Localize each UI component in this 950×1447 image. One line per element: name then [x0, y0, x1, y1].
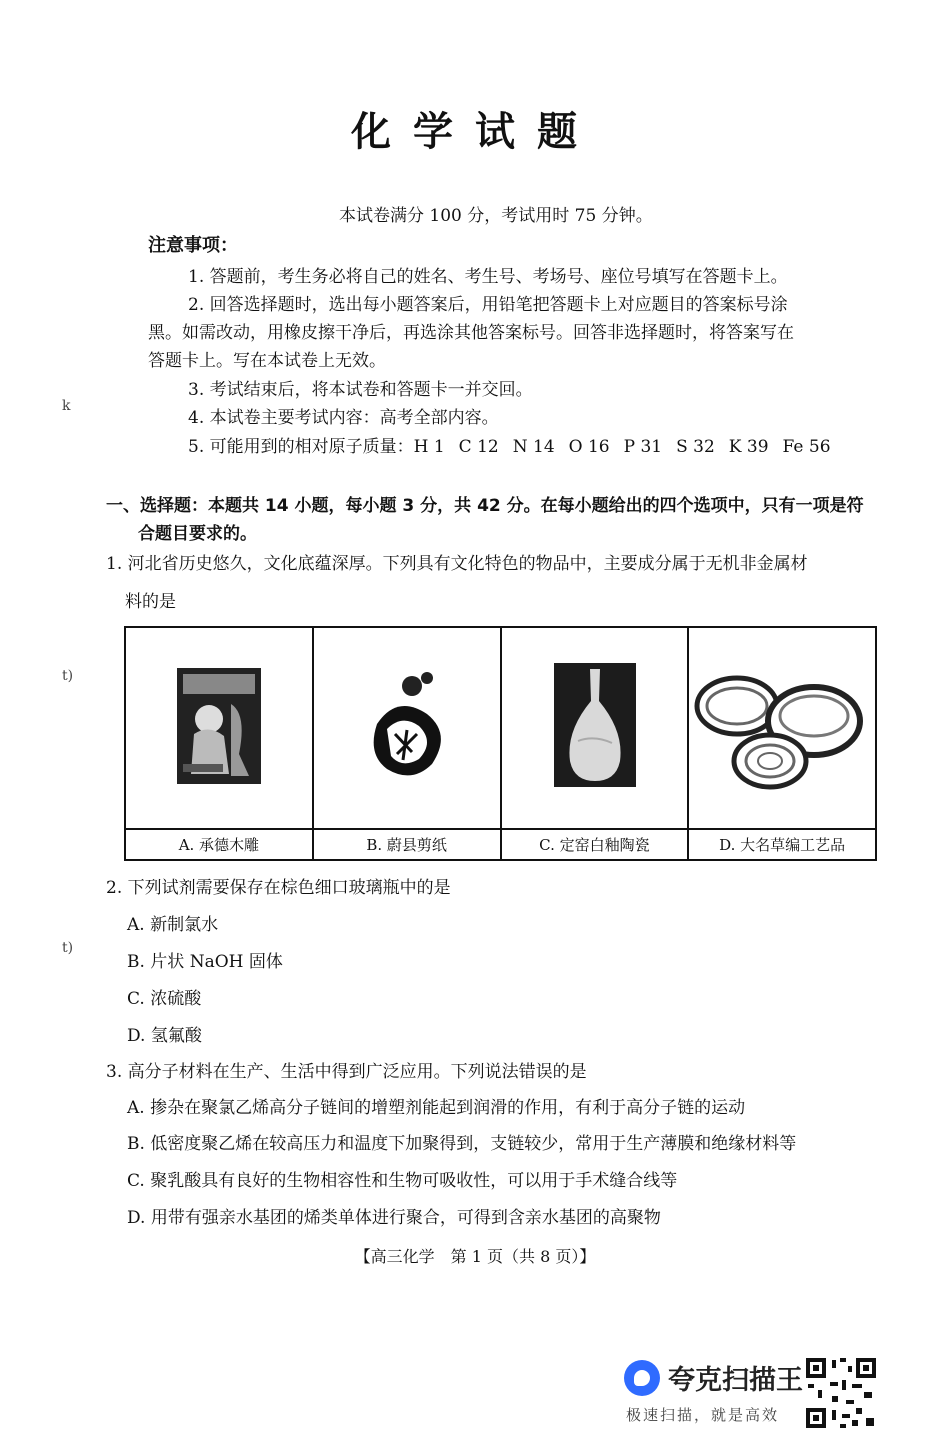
q1-option-c: C. 定窑白釉陶瓷	[501, 829, 689, 860]
notice-item-2-end: 答题卡上。写在本试卷上无效。	[148, 351, 386, 371]
paper-cut-image	[357, 664, 457, 789]
q3-option-c: C. 聚乳酸具有良好的生物相容性和生物可吸收性，可以用于手术缝合线等	[127, 1171, 678, 1191]
mass-k: K 39	[728, 437, 769, 457]
straw-baskets-image	[692, 661, 872, 791]
exam-info: 本试卷满分 100 分，考试用时 75 分钟。	[339, 206, 653, 226]
q1-image-cell-d	[688, 627, 876, 829]
page-footer: 【高三化学 第 1 页（共 8 页）】	[354, 1247, 596, 1266]
q2-option-a: A. 新制氯水	[127, 915, 219, 935]
q2-stem: 2. 下列试剂需要保存在棕色细口玻璃瓶中的是	[106, 878, 451, 898]
notice-heading: 注意事项：	[148, 235, 238, 256]
mass-fe: Fe 56	[782, 437, 831, 457]
q2-option-c: C. 浓硫酸	[127, 989, 202, 1009]
porcelain-vase-image	[544, 661, 644, 791]
notice-item-3: 3. 考试结束后，将本试卷和答题卡一并交回。	[188, 380, 533, 400]
q2-option-b: B. 片状 NaOH 固体	[127, 952, 283, 972]
q3-option-a: A. 掺杂在聚氯乙烯高分子链间的增塑剂能起到润滑的作用，有利于高分子链的运动	[127, 1098, 746, 1118]
mass-c: C 12	[458, 437, 499, 457]
mass-p: P 31	[623, 437, 663, 457]
q1-options-table	[124, 626, 877, 861]
q1-option-b: B. 蔚县剪纸	[313, 829, 501, 860]
q2-option-d: D. 氢氟酸	[127, 1026, 202, 1046]
q1-image-cell-a	[125, 627, 313, 829]
qr-code-icon	[804, 1356, 878, 1430]
q1-stem: 1. 河北省历史悠久，文化底蕴深厚。下列具有文化特色的物品中，主要成分属于无机非金属材	[106, 554, 808, 574]
scan-mark: t)	[62, 668, 74, 684]
notice-item-5	[188, 433, 845, 461]
mass-o: O 16	[568, 437, 610, 457]
scan-mark: t)	[62, 940, 74, 956]
notice-item-2-cont: 黑。如需改动，用橡皮擦干净后，再选涂其他答案标号。回答非选择题时，将答案写在	[148, 323, 794, 343]
mass-s: S 32	[676, 437, 715, 457]
q1-image-cell-b	[313, 627, 501, 829]
q3-option-b: B. 低密度聚乙烯在较高压力和温度下加聚得到，支链较少，常用于生产薄膜和绝缘材料等	[127, 1134, 797, 1154]
notice-item-4: 4. 本试卷主要考试内容：高考全部内容。	[188, 408, 499, 428]
q1-stem-cont: 料的是	[125, 592, 176, 612]
page-title: 化学试题	[351, 109, 599, 155]
q1-option-d: D. 大名草编工艺品	[688, 829, 876, 860]
mass-label: 5. 可能用到的相对原子质量：	[188, 437, 414, 457]
q3-stem: 3. 高分子材料在生产、生活中得到广泛应用。下列说法错误的是	[106, 1062, 587, 1082]
quark-logo-icon	[624, 1360, 660, 1396]
notice-item-2: 2. 回答选择题时，选出每小题答案后，用铅笔把答题卡上对应题目的答案标号涂	[188, 295, 788, 315]
watermark-brand: 夸克扫描王	[668, 1365, 803, 1396]
section-heading-cont: 合题目要求的。	[138, 524, 257, 544]
wood-carving-image	[169, 664, 269, 789]
notice-item-1: 1. 答题前，考生务必将自己的姓名、考生号、考场号、座位号填写在答题卡上。	[188, 267, 788, 287]
watermark-slogan: 极速扫描，就是高效	[626, 1406, 780, 1424]
mass-n: N 14	[512, 437, 555, 457]
q3-option-d: D. 用带有强亲水基团的烯类单体进行聚合，可得到含亲水基团的高聚物	[127, 1208, 661, 1228]
section-heading: 一、选择题：本题共 14 小题，每小题 3 分，共 42 分。在每小题给出的四个选项中，只有一项是符	[106, 496, 864, 516]
scan-mark: k	[62, 398, 71, 414]
q1-option-a: A. 承德木雕	[125, 829, 313, 860]
q1-image-cell-c	[501, 627, 689, 829]
mass-h: H 1	[413, 437, 445, 457]
